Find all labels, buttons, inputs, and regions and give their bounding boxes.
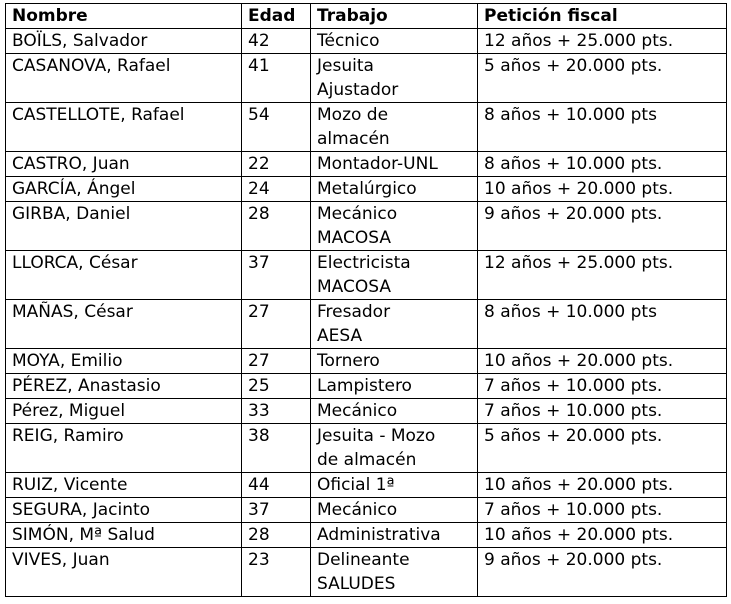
table-row <box>6 473 727 498</box>
table-row <box>6 103 727 152</box>
cell-trabajo: Metalúrgico <box>311 177 478 202</box>
cell-peticion: 10 años + 20.000 pts. <box>478 473 727 498</box>
defendants-table <box>5 3 727 597</box>
cell-trabajo: Jesuita - Mozo de almacén <box>311 424 478 473</box>
cell-nombre: SIMÓN, Mª Salud <box>6 523 242 548</box>
table-row <box>6 498 727 523</box>
table-row <box>6 300 727 349</box>
cell-edad: 28 <box>242 523 311 548</box>
cell-peticion: 10 años + 20.000 pts. <box>478 349 727 374</box>
cell-trabajo: Mecánico MACOSA <box>311 202 478 251</box>
cell-peticion: 5 años + 20.000 pts. <box>478 54 727 103</box>
cell-trabajo: Oficial 1ª <box>311 473 478 498</box>
cell-trabajo: Mecánico <box>311 399 478 424</box>
cell-edad: 37 <box>242 498 311 523</box>
cell-peticion: 10 años + 20.000 pts. <box>478 523 727 548</box>
cell-trabajo: Lampistero <box>311 374 478 399</box>
cell-nombre: RUIZ, Vicente <box>6 473 242 498</box>
cell-trabajo: Montador-UNL <box>311 152 478 177</box>
table-row <box>6 202 727 251</box>
cell-peticion: 7 años + 10.000 pts. <box>478 498 727 523</box>
header-peticion-fiscal: Petición fiscal <box>478 4 727 29</box>
cell-nombre: CASTELLOTE, Rafael <box>6 103 242 152</box>
header-edad: Edad <box>242 4 311 29</box>
cell-peticion: 12 años + 25.000 pts. <box>478 29 727 54</box>
cell-edad: 37 <box>242 251 311 300</box>
cell-peticion: 12 años + 25.000 pts. <box>478 251 727 300</box>
cell-nombre: MOYA, Emilio <box>6 349 242 374</box>
cell-trabajo: Jesuita Ajustador <box>311 54 478 103</box>
table-row <box>6 152 727 177</box>
cell-edad: 24 <box>242 177 311 202</box>
cell-trabajo: Técnico <box>311 29 478 54</box>
cell-peticion: 9 años + 20.000 pts. <box>478 202 727 251</box>
cell-peticion: 9 años + 20.000 pts. <box>478 548 727 597</box>
table-row <box>6 424 727 473</box>
cell-nombre: Pérez, Miguel <box>6 399 242 424</box>
cell-nombre: GARCÍA, Ángel <box>6 177 242 202</box>
cell-trabajo: Administrativa <box>311 523 478 548</box>
table-row <box>6 29 727 54</box>
table-row <box>6 523 727 548</box>
header-nombre: Nombre <box>6 4 242 29</box>
cell-edad: 22 <box>242 152 311 177</box>
cell-trabajo: Mozo de almacén <box>311 103 478 152</box>
cell-nombre: VIVES, Juan <box>6 548 242 597</box>
cell-nombre: LLORCA, César <box>6 251 242 300</box>
cell-trabajo: Fresador AESA <box>311 300 478 349</box>
cell-nombre: BOÏLS, Salvador <box>6 29 242 54</box>
cell-edad: 44 <box>242 473 311 498</box>
cell-nombre: CASANOVA, Rafael <box>6 54 242 103</box>
table-row <box>6 548 727 597</box>
table-row <box>6 399 727 424</box>
table-row <box>6 251 727 300</box>
cell-nombre: REIG, Ramiro <box>6 424 242 473</box>
cell-edad: 41 <box>242 54 311 103</box>
cell-peticion: 8 años + 10.000 pts <box>478 103 727 152</box>
cell-edad: 42 <box>242 29 311 54</box>
table-row <box>6 54 727 103</box>
cell-edad: 25 <box>242 374 311 399</box>
cell-nombre: SEGURA, Jacinto <box>6 498 242 523</box>
cell-peticion: 10 años + 20.000 pts. <box>478 177 727 202</box>
cell-peticion: 7 años + 10.000 pts. <box>478 399 727 424</box>
cell-trabajo: Mecánico <box>311 498 478 523</box>
cell-edad: 54 <box>242 103 311 152</box>
cell-edad: 33 <box>242 399 311 424</box>
cell-nombre: PÉREZ, Anastasio <box>6 374 242 399</box>
cell-peticion: 5 años + 20.000 pts. <box>478 424 727 473</box>
cell-peticion: 8 años + 10.000 pts <box>478 300 727 349</box>
table-row <box>6 374 727 399</box>
table-row <box>6 177 727 202</box>
header-trabajo: Trabajo <box>311 4 478 29</box>
cell-trabajo: Tornero <box>311 349 478 374</box>
cell-nombre: CASTRO, Juan <box>6 152 242 177</box>
cell-edad: 38 <box>242 424 311 473</box>
cell-nombre: GIRBA, Daniel <box>6 202 242 251</box>
cell-peticion: 8 años + 10.000 pts. <box>478 152 727 177</box>
cell-edad: 23 <box>242 548 311 597</box>
cell-trabajo: Delineante SALUDES <box>311 548 478 597</box>
table-header-row <box>6 4 727 29</box>
cell-edad: 27 <box>242 300 311 349</box>
cell-peticion: 7 años + 10.000 pts. <box>478 374 727 399</box>
cell-nombre: MAÑAS, César <box>6 300 242 349</box>
cell-trabajo: Electricista MACOSA <box>311 251 478 300</box>
table-row <box>6 349 727 374</box>
cell-edad: 28 <box>242 202 311 251</box>
cell-edad: 27 <box>242 349 311 374</box>
